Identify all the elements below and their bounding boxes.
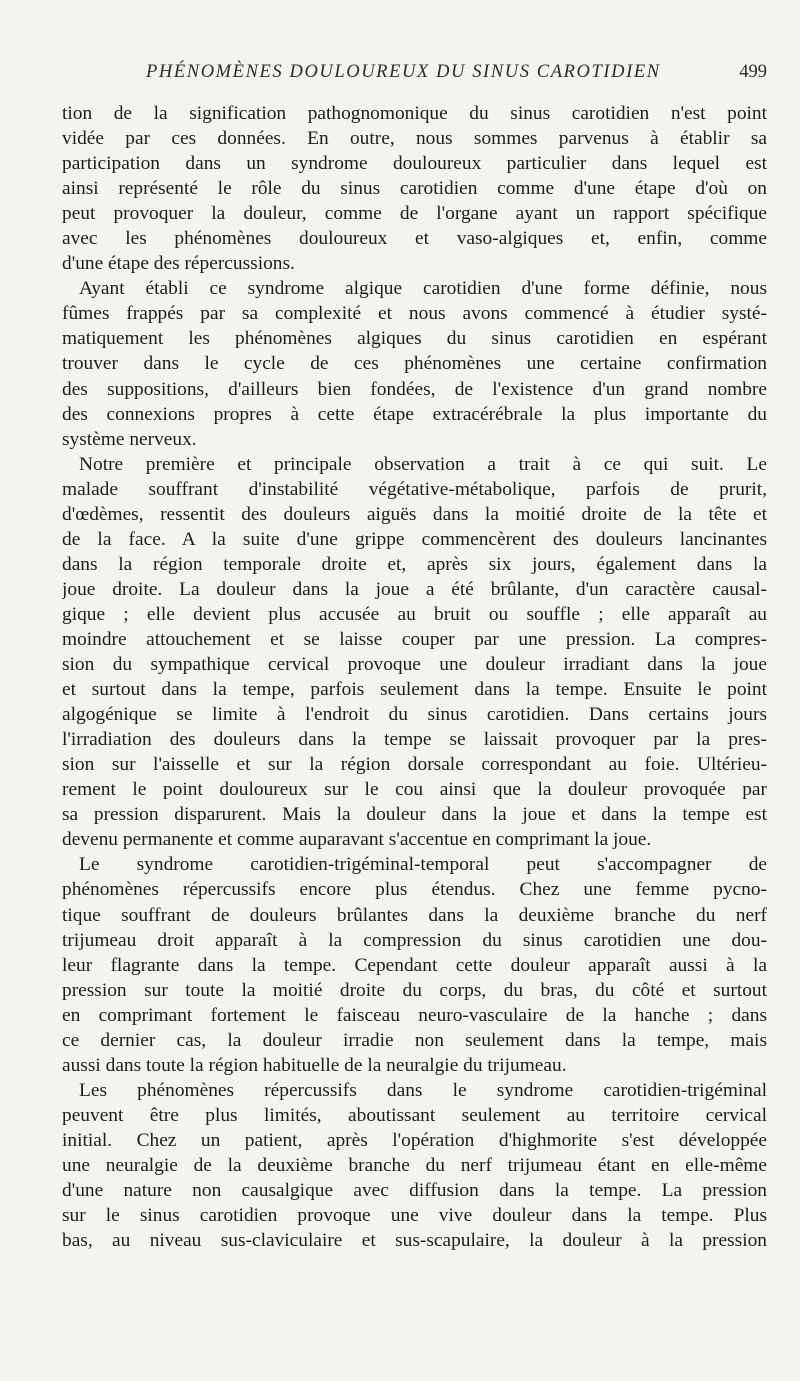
- text-line: des suppositions, d'ailleurs bien fondées, de l'existence d'un grand nombre: [62, 378, 767, 400]
- text-line: dans la région temporale droite et, après six jours, également dans la: [62, 553, 767, 575]
- text-line: ce dernier cas, la douleur irradie non seulement dans la tempe, mais: [62, 1029, 767, 1051]
- text-line: avec les phénomènes douloureux et vaso-algiques et, enfin, comme: [62, 228, 767, 250]
- text-line: sur le sinus carotidien provoque une vive douleur dans la tempe. Plus: [62, 1205, 767, 1227]
- text-line: matiquement les phénomènes algiques du sinus carotidien en espérant: [62, 328, 767, 350]
- text-line: malade souffrant d'instabilité végétative-métabolique, parfois de prurit,: [62, 478, 767, 500]
- text-line: et surtout dans la tempe, parfois seulement dans la tempe. Ensuite le point: [62, 679, 767, 701]
- text-line: vidée par ces données. En outre, nous sommes parvenus à établir sa: [62, 128, 767, 150]
- text-line: joue droite. La douleur dans la joue a été brûlante, d'un caractère causal-: [62, 578, 767, 600]
- text-line: d'œdèmes, ressentit des douleurs aiguës dans la moitié droite de la tête et: [62, 503, 767, 525]
- text-line: participation dans un syndrome douloureux particulier dans lequel est: [62, 153, 767, 175]
- text-line: d'une nature non causalgique avec diffusion dans la tempe. La pression: [62, 1180, 767, 1202]
- text-line: rement le point douloureux sur le cou ainsi que la douleur provoquée par: [62, 779, 767, 801]
- text-line: Notre première et principale observation a trait à ce qui suit. Le: [79, 453, 767, 475]
- text-line: pression sur toute la moitié droite du corps, du bras, du côté et surtout: [62, 979, 767, 1001]
- text-line: d'une étape des répercussions.: [62, 253, 295, 275]
- text-line: sion du sympathique cervical provoque une douleur irradiant dans la joue: [62, 654, 767, 676]
- text-line: sa pression disparurent. Mais la douleur dans la joue et dans la tempe est: [62, 804, 767, 826]
- text-line: ainsi représenté le rôle du sinus carotidien comme d'une étape d'où on: [62, 178, 767, 200]
- text-line: Ayant établi ce syndrome algique carotidien d'une forme définie, nous: [79, 278, 767, 300]
- text-line: trijumeau droit apparaît à la compression du sinus carotidien une dou-: [62, 929, 767, 951]
- text-line: tion de la signification pathognomonique du sinus carotidien n'est point: [62, 103, 767, 124]
- text-line: système nerveux.: [62, 428, 197, 450]
- text-line: phénomènes répercussifs encore plus étendus. Chez une femme pycno-: [62, 879, 767, 901]
- text-line: gique ; elle devient plus accusée au bruit ou souffle ; elle apparaît au: [62, 603, 767, 625]
- text-line: de la face. A la suite d'une grippe commencèrent des douleurs lancinantes: [62, 528, 767, 550]
- text-line: trouver dans le cycle de ces phénomènes une certaine confirmation: [62, 353, 767, 375]
- text-line: aussi dans toute la région habituelle de la neuralgie du trijumeau.: [62, 1054, 567, 1076]
- text-line: une neuralgie de la deuxième branche du nerf trijumeau étant en elle-même: [62, 1154, 767, 1176]
- text-line: Le syndrome carotidien-trigéminal-temporal peut s'accompagner de: [79, 854, 767, 876]
- text-line: peut provoquer la douleur, comme de l'organe ayant un rapport spécifique: [62, 203, 767, 225]
- text-line: leur flagrante dans la tempe. Cependant cette douleur apparaît aussi à la: [62, 954, 767, 976]
- text-line: l'irradiation des douleurs dans la tempe se laissait provoquer par la pres-: [62, 729, 767, 751]
- text-line: fûmes frappés par sa complexité et nous avons commencé à étudier systé-: [62, 303, 767, 325]
- body-text: [62, 101, 767, 1253]
- text-line: des connexions propres à cette étape extracérébrale la plus importante du: [62, 403, 767, 425]
- running-head: [62, 62, 767, 92]
- text-line: tique souffrant de douleurs brûlantes dans la deuxième branche du nerf: [62, 904, 767, 926]
- running-title: PHÉNOMÈNES DOULOUREUX DU SINUS CAROTIDIEN: [146, 62, 661, 82]
- text-line: devenu permanente et comme auparavant s'accentue en comprimant la joue.: [62, 829, 652, 851]
- text-line: moindre attouchement et se laisse couper par une pression. La compres-: [62, 628, 767, 650]
- text-line: initial. Chez un patient, après l'opération d'highmorite s'est développée: [62, 1129, 767, 1151]
- text-line: bas, au niveau sus-claviculaire et sus-scapulaire, la douleur à la pression: [62, 1230, 767, 1252]
- text-line: sion sur l'aisselle et sur la région dorsale correspondant au foie. Ultérieu-: [62, 754, 767, 776]
- text-line: peuvent être plus limités, aboutissant seulement au territoire cervical: [62, 1104, 767, 1126]
- text-line: en comprimant fortement le faisceau neuro-vasculaire de la hanche ; dans: [62, 1004, 767, 1026]
- text-line: Les phénomènes répercussifs dans le syndrome carotidien-trigéminal: [79, 1079, 767, 1101]
- text-line: algogénique se limite à l'endroit du sinus carotidien. Dans certains jours: [62, 704, 767, 726]
- page-number: 499: [739, 62, 767, 82]
